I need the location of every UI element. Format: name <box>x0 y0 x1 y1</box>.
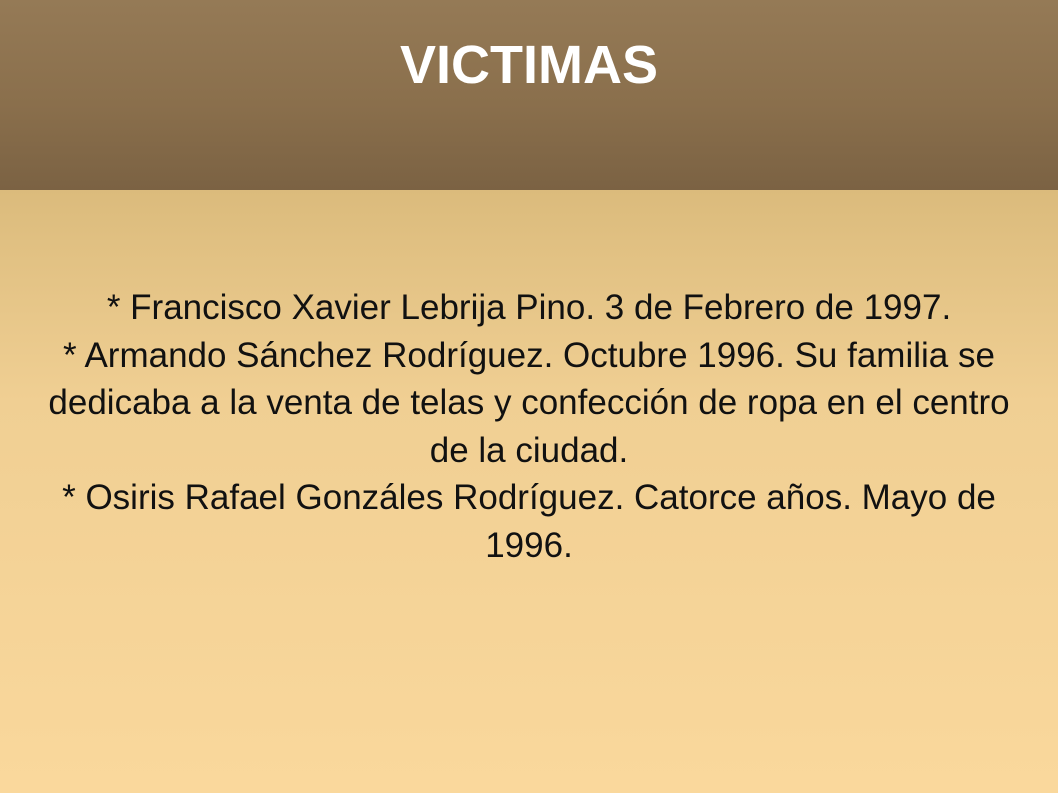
victims-list <box>40 284 1018 569</box>
content-area <box>0 190 1058 793</box>
victim-entry-1: * Francisco Xavier Lebrija Pino. 3 de Febrero de 1997. <box>106 288 952 327</box>
slide-title: VICTIMAS <box>399 35 658 95</box>
victim-entry-2: * Armando Sánchez Rodríguez. Octubre 1996. Su familia se dedicaba a la venta de telas y confección de ropa en el centro de la ciudad. <box>48 335 1010 470</box>
victim-entry-3: * Osiris Rafael Gonzáles Rodríguez. Catorce años. Mayo de 1996. <box>62 478 996 565</box>
title-bar <box>0 0 1058 190</box>
